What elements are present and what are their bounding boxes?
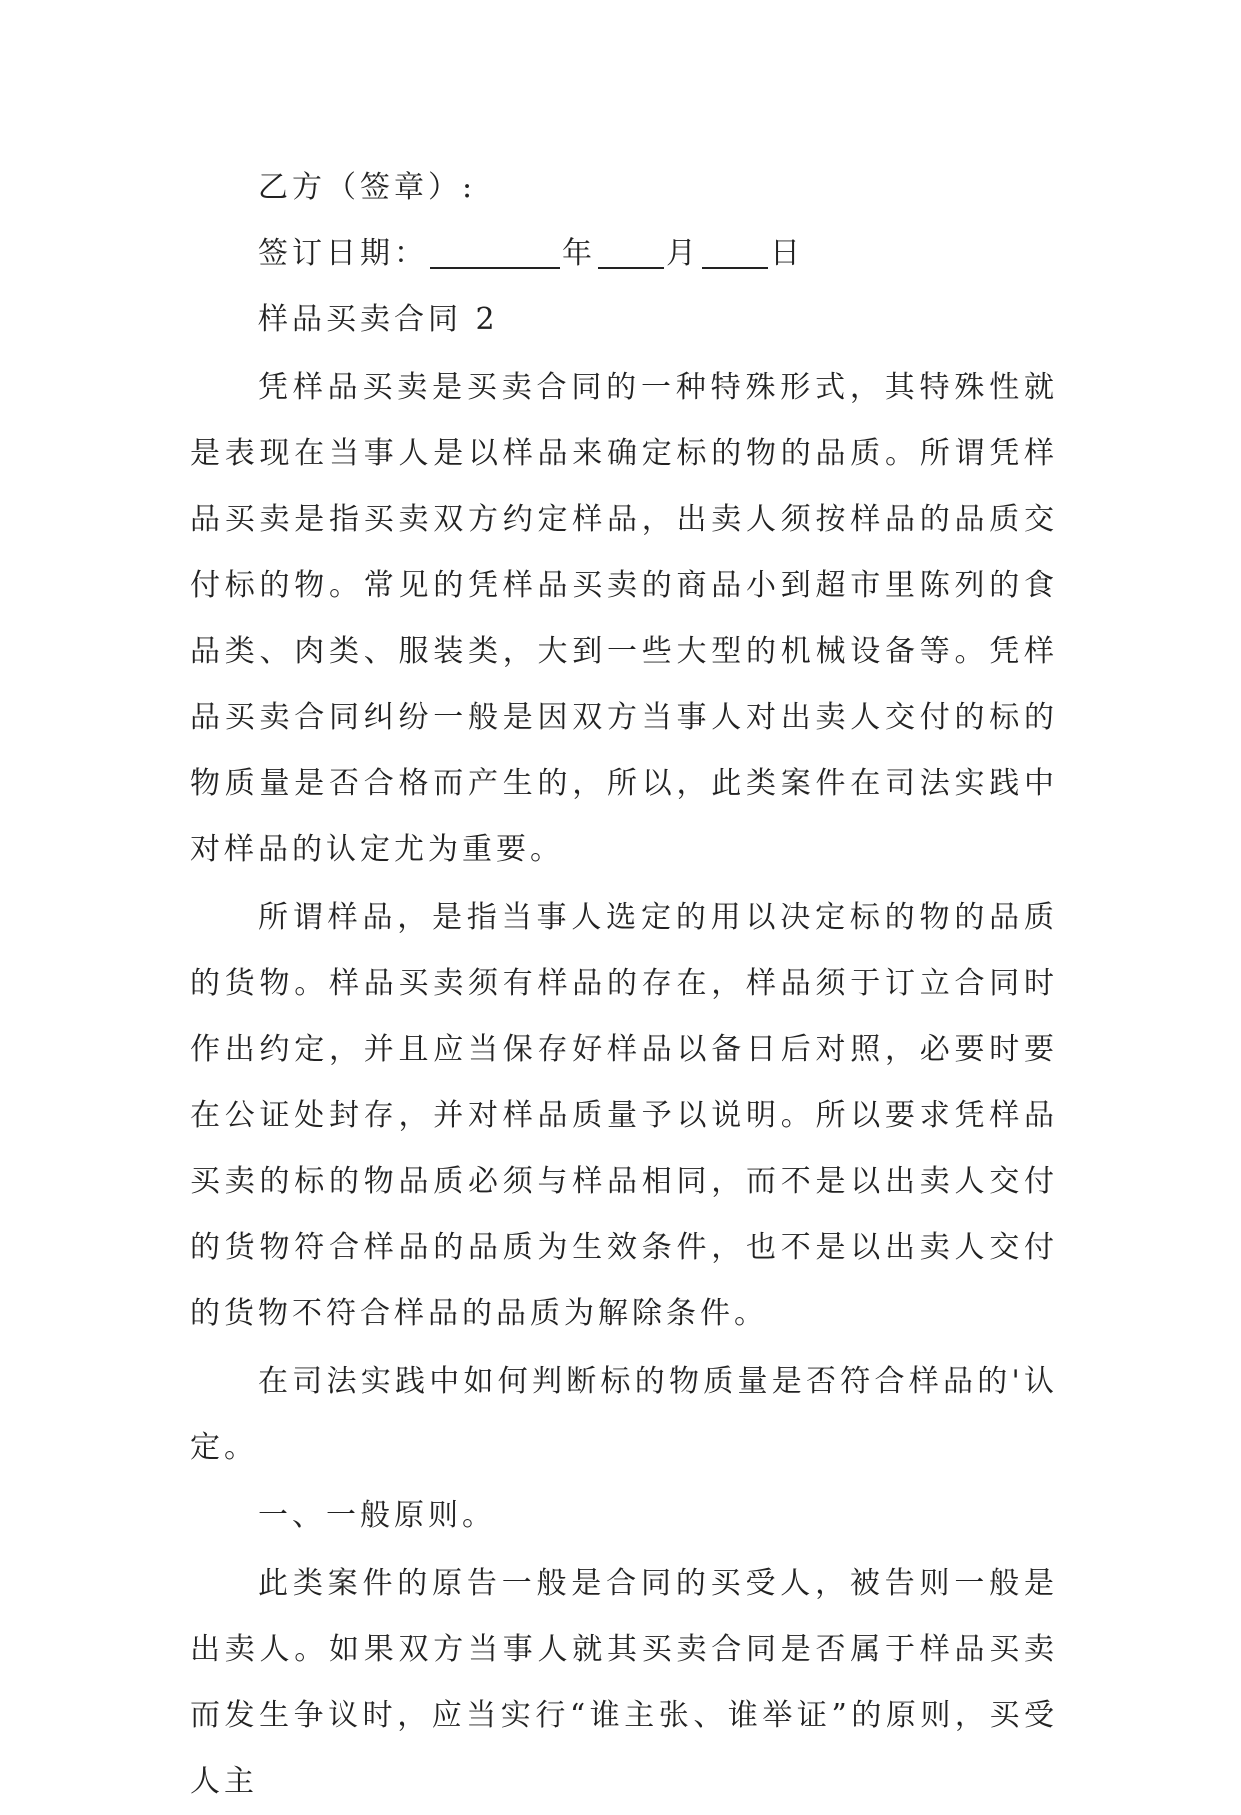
- section-title: 一、一般原则。: [258, 1498, 496, 1533]
- party-b-signature: 乙方（签章）:: [258, 170, 477, 205]
- month-blank: [598, 237, 664, 269]
- signing-date-line: [190, 221, 1058, 287]
- paragraph-3: 在司法实践中如何判断标的物质量是否符合样品的'认定。: [190, 1364, 1058, 1465]
- paragraph-2: 所谓样品，是指当事人选定的用以决定标的物的品质的货物。样品买卖须有样品的存在，样品须于订立合同时作出约定，并且应当保存好样品以备日后对照，必要时要在公证处封存，并对样品质量予以说明。所以要求凭样品买卖的标的物品质必须与样品相同，而不是以出卖人交付的货物符合样品的品质为生效条件，也不是以出卖人交付的货物不符合样品的品质为解除条件。: [190, 900, 1058, 1331]
- day-label: 日: [770, 236, 804, 271]
- month-label: 月: [666, 236, 700, 271]
- document-page: [190, 155, 1058, 1815]
- contract-heading: 样品买卖合同 2: [258, 302, 499, 337]
- paragraph-4: 此类案件的原告一般是合同的买受人，被告则一般是出卖人。如果双方当事人就其买卖合同是否属于样品买卖而发生争议时，应当实行“谁主张、谁举证”的原则，买受人主: [190, 1566, 1058, 1799]
- year-blank: [430, 237, 560, 269]
- day-blank: [702, 237, 768, 269]
- signing-date-label: 签订日期：: [258, 236, 428, 271]
- paragraph-1: 凭样品买卖是买卖合同的一种特殊形式，其特殊性就是表现在当事人是以样品来确定标的物的品质。所谓凭样品买卖是指买卖双方约定样品，出卖人须按样品的品质交付标的物。常见的凭样品买卖的商品小到超市里陈列的食品类、肉类、服装类，大到一些大型的机械设备等。凭样品买卖合同纠纷一般是因双方当事人对出卖人交付的标的物质量是否合格而产生的，所以，此类案件在司法实践中对样品的认定尤为重要。: [190, 370, 1058, 867]
- year-label: 年: [562, 236, 596, 271]
